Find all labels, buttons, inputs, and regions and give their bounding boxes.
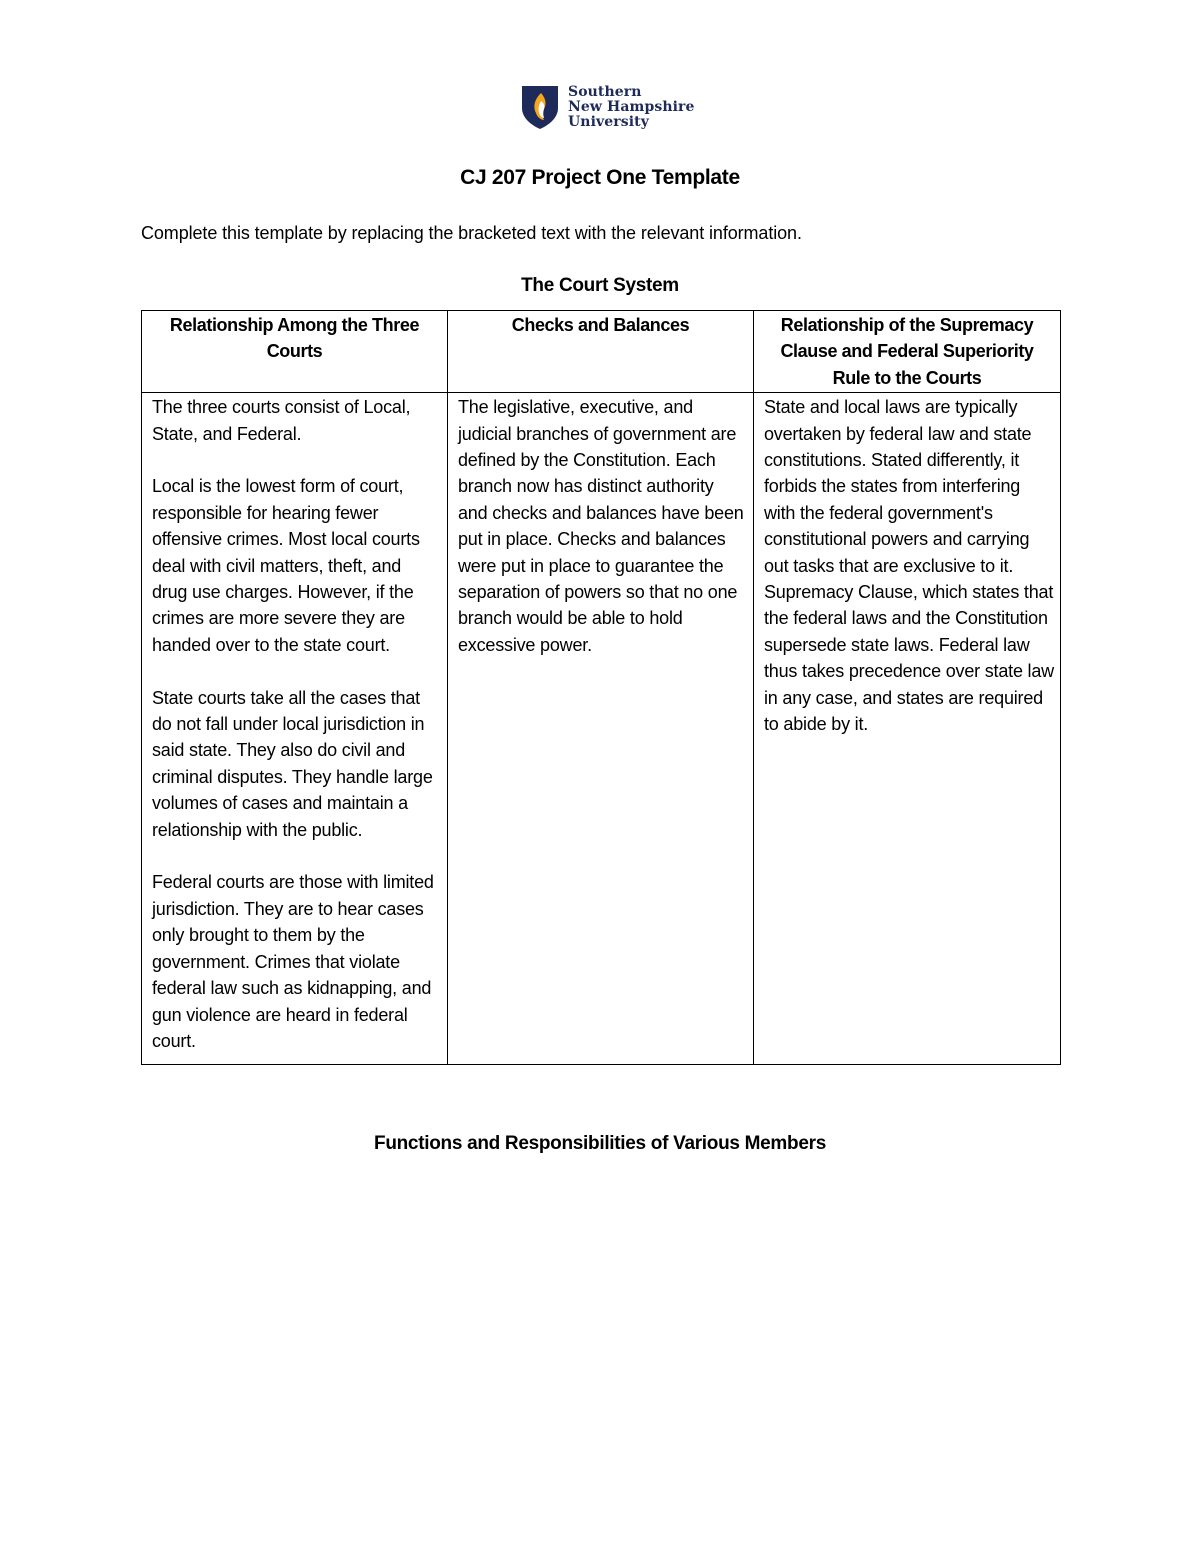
- paragraph-state-courts: State courts take all the cases that do not fall under local jurisdiction in said state. They also do civil and criminal disputes. They handle large volumes of cases and maintain a relationship with the public.: [152, 687, 433, 840]
- cell-relationship-among-courts: [142, 393, 448, 1065]
- paragraph-three-courts: The three courts consist of Local, State, and Federal.: [152, 397, 411, 444]
- header-checks-and-balances: Checks and Balances: [448, 311, 754, 393]
- logo-line-3: University: [568, 113, 649, 130]
- cell-supremacy-clause: [754, 393, 1061, 1065]
- document-title: CJ 207 Project One Template: [460, 166, 740, 189]
- instructions-text: Complete this template by replacing the bracketed text with the relevant information.: [141, 223, 802, 243]
- header-relationship-among-courts: Relationship Among the Three Courts: [142, 311, 448, 393]
- court-system-table: [141, 310, 1061, 1065]
- table-row: [142, 393, 1061, 1065]
- university-logo: [520, 84, 695, 130]
- logo-line-2: New Hampshire: [568, 98, 695, 115]
- table-header-row: [142, 311, 1061, 393]
- logo-line-1: Southern: [568, 83, 642, 100]
- section-heading-court-system: The Court System: [521, 275, 679, 296]
- paragraph-checks-and-balances: The legislative, executive, and judicial branches of government are defined by the Constitution. Each branch now has distinct authority and checks and balances have been put in place. Checks and balances were put in place to guarantee the separation of powers so that no one branch would be able to hold excessive power.: [458, 397, 744, 655]
- logo-wordmark: [568, 85, 695, 130]
- paragraph-federal-courts: Federal courts are those with limited jurisdiction. They are to hear cases only brought to them by the government. Crimes that violate federal law such as kidnapping, and gun violence are heard in federal court.: [152, 872, 434, 1051]
- shield-flame-icon: [520, 84, 560, 130]
- cell-checks-and-balances: [448, 393, 754, 1065]
- section-heading-functions: Functions and Responsibilities of Various Members: [374, 1133, 826, 1154]
- paragraph-local-courts: Local is the lowest form of court, responsible for hearing fewer offensive crimes. Most local courts deal with civil matters, theft, and drug use charges. However, if the crimes are more severe they are handed over to the state court.: [152, 476, 420, 655]
- header-supremacy-clause: Relationship of the Supremacy Clause and Federal Superiority Rule to the Courts: [754, 311, 1061, 393]
- paragraph-supremacy-clause: State and local laws are typically overtaken by federal law and state constitutions. Stated differently, it forbids the states from interfering with the federal government's constitutional powers and carrying out tasks that are exclusive to it. Supremacy Clause, which states that the federal laws and the Constitution supersede state laws. Federal law thus takes precedence over state law in any case, and states are required to abide by it.: [764, 397, 1054, 735]
